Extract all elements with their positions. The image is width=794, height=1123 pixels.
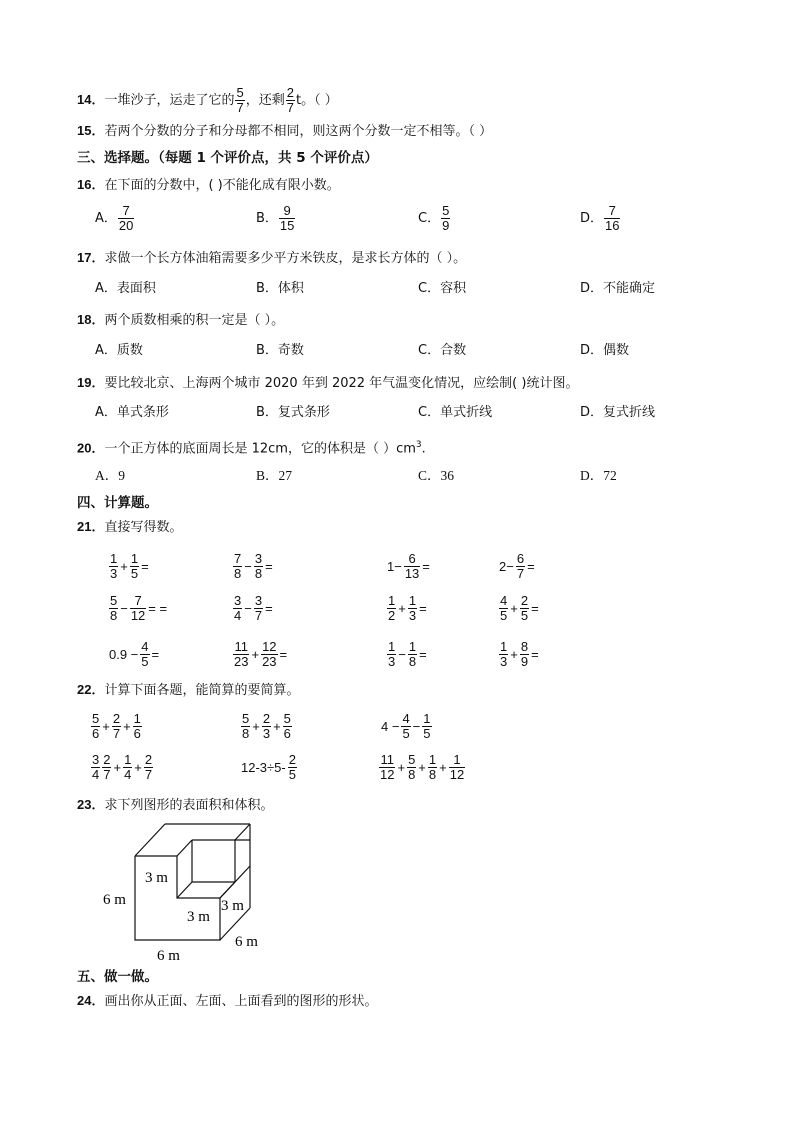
option-c[interactable] bbox=[418, 204, 451, 233]
question-number: 17． bbox=[77, 250, 105, 265]
fraction bbox=[441, 204, 450, 233]
numerator: 5 bbox=[236, 85, 244, 100]
dimension-label: 3 m bbox=[145, 870, 168, 886]
denominator: 7 bbox=[286, 100, 294, 115]
denominator: 9 bbox=[442, 218, 450, 233]
option-d[interactable]: D．不能确定 bbox=[580, 281, 656, 296]
calc-expression: 2− $\frac{6}{7}$ = bbox=[499, 550, 535, 581]
question-number: 20． bbox=[77, 440, 105, 456]
option-c[interactable]: C．容积 bbox=[418, 281, 467, 296]
question-text: 两个质数相乘的积一定是（ ）。 bbox=[104, 313, 285, 328]
question-18 bbox=[77, 311, 284, 330]
option-d[interactable]: D．偶数 bbox=[580, 343, 630, 358]
numerator: 9 bbox=[283, 203, 291, 218]
edge bbox=[177, 840, 192, 856]
option-b[interactable]: B．复式条形 bbox=[256, 405, 330, 420]
denominator: 15 bbox=[279, 218, 295, 233]
question-number: 23． bbox=[77, 797, 105, 812]
question-17 bbox=[77, 249, 466, 268]
question-16 bbox=[77, 176, 340, 195]
calc-expression: $\frac{3}{4}$ $\frac{2}{7}$ + $\frac{1}{4}$ + $\frac{2}{7}$ bbox=[92, 751, 153, 782]
numerator: 2 bbox=[286, 85, 294, 100]
calc-expression: $\frac{5}{8}$ − $\frac{7}{12}$ = = bbox=[110, 592, 168, 623]
dimension-label: 3 m bbox=[187, 909, 210, 925]
calc-expression: 0.9 − $\frac{4}{5}$ = bbox=[109, 638, 160, 669]
option-a[interactable]: A．单式条形 bbox=[95, 405, 169, 420]
option-c[interactable]: C．单式折线 bbox=[418, 405, 493, 420]
calc-expression: $\frac{1}{3}$ + $\frac{1}{5}$ = bbox=[110, 550, 149, 581]
question-text: 求下列图形的表面积和体积。 bbox=[104, 798, 274, 813]
question-text: t。（ ） bbox=[295, 93, 338, 108]
option-label: A． bbox=[95, 211, 117, 226]
option-d[interactable]: D．72 bbox=[580, 468, 617, 483]
denominator: 16 bbox=[605, 218, 620, 233]
numerator: 7 bbox=[608, 203, 616, 218]
option-a[interactable]: A．质数 bbox=[95, 343, 143, 358]
calc-expression: $\frac{7}{8}$ − $\frac{3}{8}$ = bbox=[234, 550, 273, 581]
question-number: 21． bbox=[77, 519, 105, 534]
question-text: 若两个分数的分子和分母都不相同，则这两个分数一定不相等。（ ） bbox=[104, 124, 493, 139]
option-c[interactable]: C．合数 bbox=[418, 343, 467, 358]
dimension-label: 6 m bbox=[157, 948, 180, 964]
question-text: ，还剩 bbox=[245, 93, 285, 108]
question-23 bbox=[77, 796, 273, 815]
option-b[interactable]: B．27 bbox=[256, 468, 293, 483]
calc-expression: $\frac{11}{23}$ + $\frac{12}{23}$ = bbox=[234, 638, 288, 669]
fraction bbox=[118, 204, 134, 233]
question-text: 一个正方体的底面周长是 12cm，它的体积是（ ）cm bbox=[104, 441, 416, 457]
question-20 bbox=[77, 436, 426, 458]
option-c[interactable]: C．36 bbox=[418, 468, 455, 483]
calc-expression: $\frac{3}{4}$ − $\frac{3}{7}$ = bbox=[234, 592, 273, 623]
question-text: . bbox=[421, 441, 426, 457]
option-b[interactable]: B．体积 bbox=[256, 281, 304, 296]
option-b[interactable]: B．奇数 bbox=[256, 343, 304, 358]
question-number: 16． bbox=[77, 177, 105, 192]
calc-expression: $\frac{5}{8}$ + $\frac{2}{3}$ + $\frac{5}{6}$ bbox=[242, 710, 291, 741]
option-d[interactable] bbox=[580, 204, 621, 233]
edge bbox=[135, 824, 165, 856]
superscript: 3 bbox=[415, 440, 422, 450]
stepped-block-figure bbox=[95, 818, 285, 966]
edge bbox=[235, 824, 250, 840]
option-a[interactable]: A．表面积 bbox=[95, 281, 156, 296]
question-24 bbox=[77, 992, 377, 1011]
calc-expression: $\frac{1}{3}$ + $\frac{8}{9}$ = bbox=[500, 638, 539, 669]
calc-expression: 12-3÷5- $\frac{2}{5}$ bbox=[241, 751, 296, 782]
calc-expression: 4 − $\frac{4}{5}$ − $\frac{1}{5}$ bbox=[381, 710, 431, 741]
edge bbox=[177, 882, 192, 898]
option-label: D． bbox=[580, 211, 604, 226]
question-number: 24． bbox=[77, 993, 105, 1008]
question-number: 14． bbox=[77, 92, 105, 107]
option-label: C． bbox=[418, 211, 441, 226]
question-21 bbox=[77, 518, 182, 537]
denominator: 7 bbox=[236, 100, 244, 115]
dimension-label: 6 m bbox=[235, 934, 258, 950]
option-b[interactable] bbox=[256, 204, 296, 233]
section-3-heading: 三、选择题。（每题 1 个评价点，共 5 个评价点） bbox=[77, 150, 378, 166]
question-text: 一堆沙子，运走了它的 bbox=[104, 93, 235, 108]
denominator: 20 bbox=[118, 218, 134, 233]
calc-expression: $\frac{11}{12}$ + $\frac{5}{8}$ + $\frac{1}{8}$ + $\frac{1}{12}$ bbox=[380, 751, 465, 782]
question-text: 计算下面各题，能简算的要简算。 bbox=[104, 683, 300, 698]
calc-expression: $\frac{4}{5}$ + $\frac{2}{5}$ = bbox=[500, 592, 539, 623]
fraction bbox=[604, 204, 620, 233]
fraction bbox=[279, 204, 295, 233]
calc-expression: $\frac{5}{6}$ + $\frac{2}{7}$ + $\frac{1}{6}$ bbox=[92, 710, 141, 741]
question-text: 直接写得数。 bbox=[104, 520, 183, 535]
section-5-heading: 五、做一做。 bbox=[77, 969, 158, 985]
fraction bbox=[235, 86, 244, 115]
question-number: 22． bbox=[77, 682, 105, 697]
calc-expression: $\frac{1}{2}$ + $\frac{1}{3}$ = bbox=[388, 592, 427, 623]
question-text: 要比较北京、上海两个城市 2020 年到 2022 年气温变化情况，应绘制( )统计图。 bbox=[104, 376, 579, 391]
question-19 bbox=[77, 374, 578, 393]
section-4-heading: 四、计算题。 bbox=[77, 495, 158, 511]
question-15 bbox=[77, 122, 492, 141]
question-22 bbox=[77, 681, 299, 700]
question-number: 19． bbox=[77, 375, 105, 390]
dimension-label: 3 m bbox=[221, 898, 244, 914]
question-14 bbox=[77, 86, 338, 115]
option-a[interactable] bbox=[95, 204, 135, 233]
question-number: 15． bbox=[77, 123, 105, 138]
fraction bbox=[286, 86, 295, 115]
question-text: 画出你从正面、左面、上面看到的图形的形状。 bbox=[104, 994, 378, 1009]
option-a[interactable]: A．9 bbox=[95, 468, 125, 483]
option-label: B． bbox=[256, 211, 278, 226]
calc-expression: $\frac{1}{3}$ − $\frac{1}{8}$ = bbox=[388, 638, 427, 669]
option-d[interactable]: D．复式折线 bbox=[580, 405, 656, 420]
numerator: 5 bbox=[442, 203, 450, 218]
numerator: 7 bbox=[122, 203, 130, 218]
question-text: 在下面的分数中，( )不能化成有限小数。 bbox=[104, 178, 340, 193]
calc-expression: 1− $\frac{6}{13}$ = bbox=[387, 550, 430, 581]
question-number: 18． bbox=[77, 312, 105, 327]
dimension-label: 6 m bbox=[103, 892, 126, 908]
question-text: 求做一个长方体油箱需要多少平方米铁皮，是求长方体的（ ）。 bbox=[104, 251, 467, 266]
